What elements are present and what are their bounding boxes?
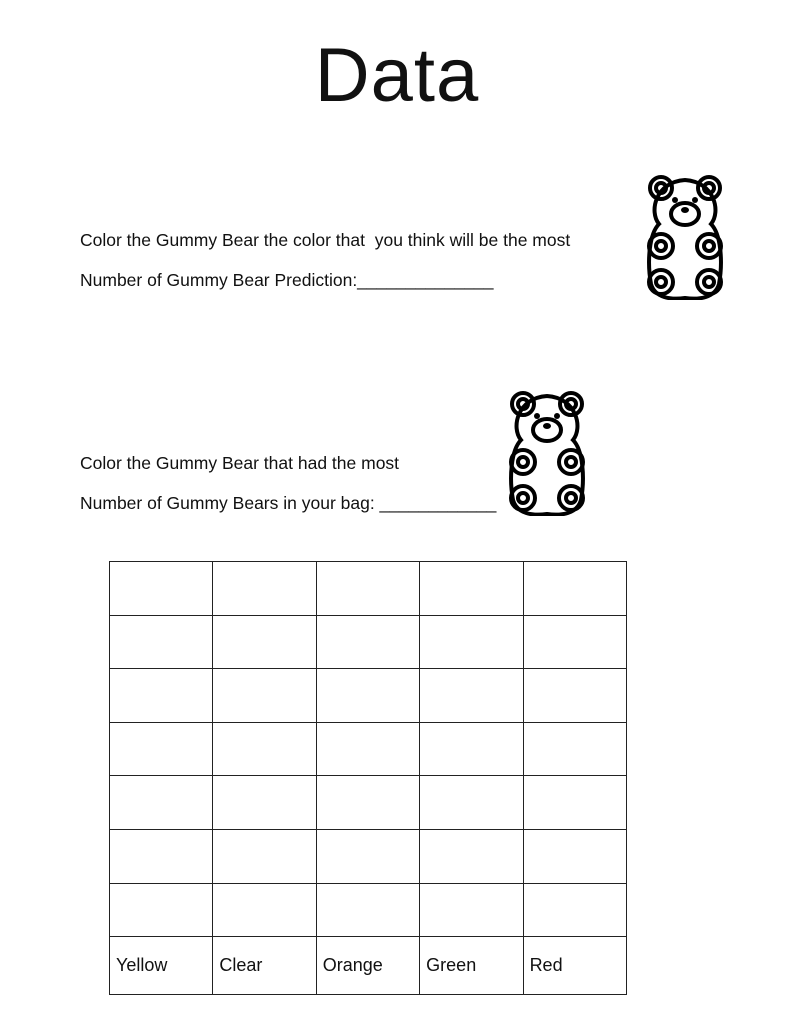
table-row (110, 776, 627, 830)
column-label-orange: Orange (316, 937, 419, 995)
grid-cell[interactable] (523, 883, 626, 937)
grid-cell[interactable] (523, 669, 626, 723)
column-label-red: Red (523, 937, 626, 995)
grid-cell[interactable] (420, 883, 523, 937)
grid-cell[interactable] (523, 776, 626, 830)
table-row (110, 883, 627, 937)
grid-cell[interactable] (420, 562, 523, 616)
column-label-clear: Clear (213, 937, 316, 995)
grid-cell[interactable] (110, 830, 213, 884)
table-row (110, 669, 627, 723)
table-row (110, 562, 627, 616)
prediction-instruction: Color the Gummy Bear the color that you think will be the most (80, 230, 571, 250)
grid-cell[interactable] (523, 830, 626, 884)
grid-cell[interactable] (420, 615, 523, 669)
grid-cell[interactable] (316, 669, 419, 723)
grid-cell[interactable] (316, 883, 419, 937)
grid-cell[interactable] (213, 883, 316, 937)
grid-cell[interactable] (420, 830, 523, 884)
grid-cell[interactable] (316, 776, 419, 830)
tally-grid (109, 561, 627, 995)
page-title: Data (314, 33, 480, 118)
grid-cell[interactable] (213, 776, 316, 830)
column-label-green: Green (420, 937, 523, 995)
column-label-yellow: Yellow (110, 937, 213, 995)
grid-cell[interactable] (420, 776, 523, 830)
table-row (110, 722, 627, 776)
grid-cell[interactable] (110, 776, 213, 830)
gummy-bear-icon (645, 172, 725, 305)
grid-cell[interactable] (523, 722, 626, 776)
table-row (110, 615, 627, 669)
grid-cell[interactable] (420, 722, 523, 776)
grid-cell[interactable] (316, 615, 419, 669)
most-bear-instruction: Color the Gummy Bear that had the most (80, 453, 400, 473)
grid-cell[interactable] (523, 615, 626, 669)
grid-cell[interactable] (110, 722, 213, 776)
prediction-count-line: Number of Gummy Bear Prediction:______________ (80, 270, 494, 290)
grid-cell[interactable] (110, 669, 213, 723)
grid-cell[interactable] (420, 669, 523, 723)
grid-cell[interactable] (110, 615, 213, 669)
grid-cell[interactable] (316, 722, 419, 776)
grid-cell[interactable] (213, 615, 316, 669)
grid-cell[interactable] (110, 562, 213, 616)
gummy-bear-icon (507, 388, 587, 521)
grid-cell[interactable] (110, 883, 213, 937)
grid-cell[interactable] (213, 830, 316, 884)
grid-cell[interactable] (523, 562, 626, 616)
table-row (110, 830, 627, 884)
grid-cell[interactable] (316, 830, 419, 884)
column-label-row (110, 937, 627, 995)
grid-cell[interactable] (213, 722, 316, 776)
grid-cell[interactable] (213, 669, 316, 723)
bag-count-line: Number of Gummy Bears in your bag: ____________ (80, 493, 497, 513)
grid-cell[interactable] (213, 562, 316, 616)
grid-cell[interactable] (316, 562, 419, 616)
